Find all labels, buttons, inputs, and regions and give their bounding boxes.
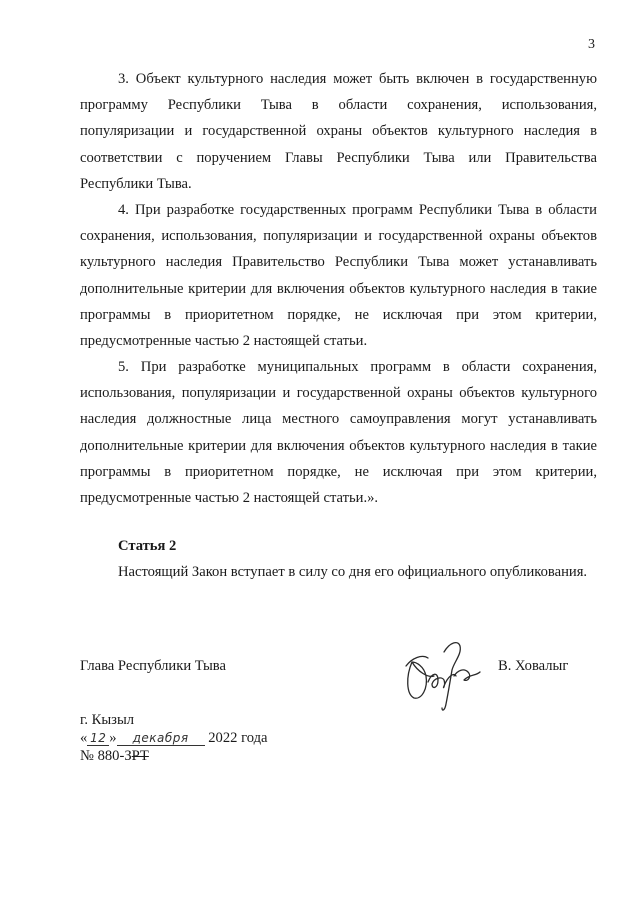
- article-2-heading: Статья 2: [118, 538, 177, 554]
- law-number-prefix: № 880-З: [80, 748, 132, 764]
- date-open-quote: «: [80, 730, 88, 746]
- law-number-suffix: РТ: [131, 748, 149, 764]
- paragraph-4: 4. При разработке государственных программ Республики Тыва в области сохранения, использования, популяризации и государственной охраны объектов культурного наследия Правительство Республики Тыва может устанавливать дополнительные критерии для включения объектов культурного наследия в такие программы в приоритетном порядке, не исключая при этом критерии, предусмотренные частью 2 настоящей статьи.: [80, 202, 597, 350]
- place: г. Кызыл: [80, 712, 135, 728]
- signature-icon: [398, 632, 484, 716]
- date-month: декабря: [117, 731, 205, 746]
- law-number: [80, 748, 149, 765]
- signer-name: В. Ховалыг: [498, 658, 569, 674]
- signer-title: Глава Республики Тыва: [80, 658, 226, 674]
- date-close-quote: »: [109, 730, 117, 746]
- article-2-text: Настоящий Закон вступает в силу со дня его официального опубликования.: [118, 564, 588, 580]
- date-day: 12: [87, 731, 109, 746]
- paragraph-3: 3. Объект культурного наследия может быть включен в государственную программу Республики Тыва в области сохранения, использования, популяризации и государственной охраны объектов культурного наследия в соответствии с поручением Главы Республики Тыва или Правительства Республики Тыва.: [80, 71, 597, 192]
- page-number: 3: [588, 37, 595, 52]
- date-line: [80, 730, 268, 747]
- paragraph-5: 5. При разработке муниципальных программ в области сохранения, использования, популяризации и государственной охраны объектов культурного наследия должностные лица местного самоуправления могут устанавливать дополнительные критерии для включения объектов культурного наследия в такие программы в приоритетном порядке, не исключая при этом критерии, предусмотренные частью 2 настоящей статьи.».: [80, 359, 597, 507]
- handwritten-signature: [398, 632, 484, 716]
- date-year: 2022 года: [208, 730, 268, 746]
